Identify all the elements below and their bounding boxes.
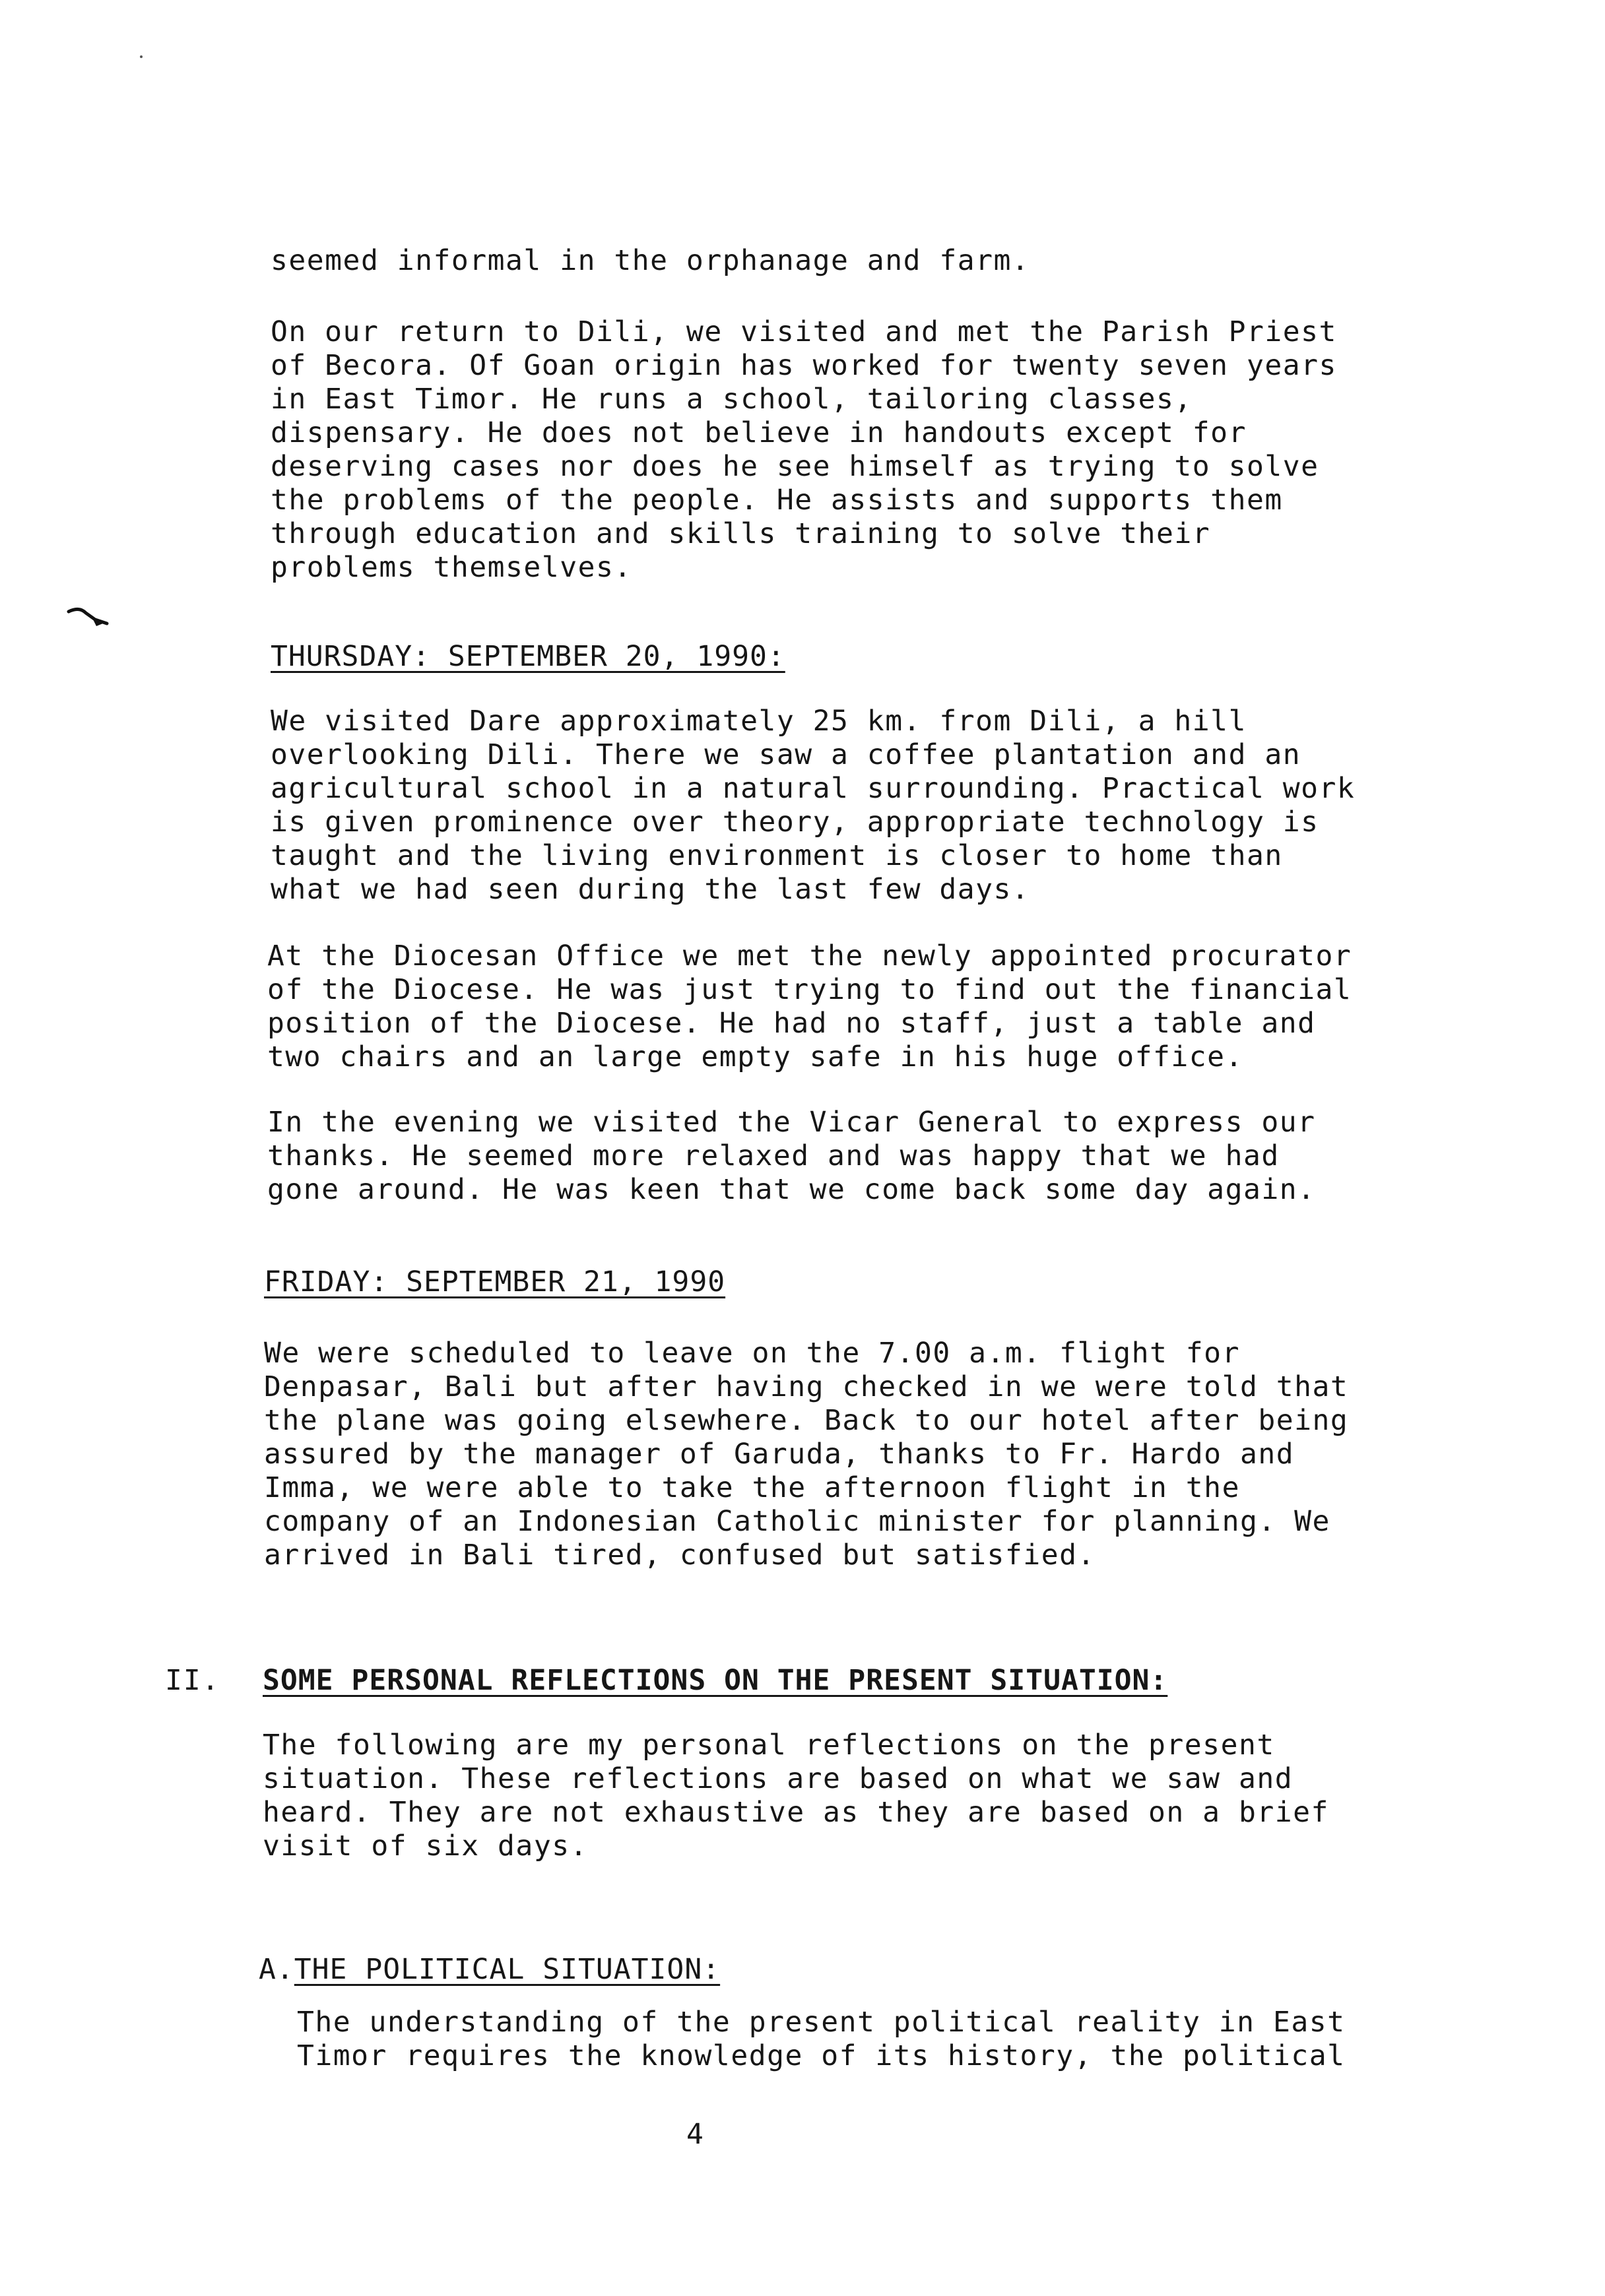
- section-number: II.: [165, 1664, 220, 1697]
- paragraph-dare-visit: We visited Dare approximately 25 km. from Dili, a hill overlooking Dili. There we saw a coffee plantation and an agricultural school in a natural surrounding. Practical work is given prominence over theory, appropriate technology is taught and the living environment is closer to home than what we had seen during the last few days.: [271, 705, 1356, 906]
- paragraph-parish-priest: On our return to Dili, we visited and met the Parish Priest of Becora. Of Goan origin has worked for twenty seven years in East Timor. He runs a school, tailoring classes, dispensary. He does not believe in handouts except for deserving cases nor does he see himself as trying to solve the problems of the people. He assists and supports them through education and skills training to solve their problems themselves.: [271, 315, 1337, 584]
- paragraph-reflections-intro: The following are my personal reflections on the present situation. These reflections are based on what we saw and heard. They are not exhaustive as they are based on a brief visit of six days.: [263, 1729, 1329, 1863]
- scan-speck: [139, 54, 144, 59]
- paragraph-departure: We were scheduled to leave on the 7.00 a.m. flight for Denpasar, Bali but after having checked in we were told that the plane was going elsewhere. Back to our hotel after being assured by the manager of Garuda, thanks to Fr. Hardo and Imma, we were able to take the afternoon flight in the company of an Indonesian Catholic minister for planning. We arrived in Bali tired, confused but satisfied.: [264, 1337, 1349, 1572]
- paragraph-diocesan-office: At the Diocesan Office we met the newly appointed procurator of the Diocese. He was just trying to find out the financial position of the Diocese. He had no staff, just a table and two chairs and an large empty safe in his huge office.: [267, 940, 1352, 1073]
- subsection-heading: [259, 1953, 720, 1987]
- heading-thursday: THURSDAY: SEPTEMBER 20, 1990:: [271, 640, 785, 673]
- subsection-title: THE POLITICAL SITUATION:: [294, 1953, 721, 1986]
- paragraph-political-reality: The understanding of the present political reality in East Timor requires the knowledge of its history, the political: [297, 2006, 1346, 2072]
- heading-friday: FRIDAY: SEPTEMBER 21, 1990: [264, 1265, 726, 1298]
- handwritten-tick-mark: [66, 604, 112, 630]
- section-title: SOME PERSONAL REFLECTIONS ON THE PRESENT SITUATION:: [263, 1664, 1168, 1697]
- subsection-prefix: A.: [259, 1953, 294, 1986]
- paragraph-vicar-general: In the evening we visited the Vicar General to express our thanks. He seemed more relaxed and was happy that we had gone around. He was keen that we come back some day again.: [267, 1106, 1316, 1206]
- paragraph-orphanage: seemed informal in the orphanage and farm.: [271, 244, 1030, 277]
- page-number: 4: [686, 2118, 704, 2151]
